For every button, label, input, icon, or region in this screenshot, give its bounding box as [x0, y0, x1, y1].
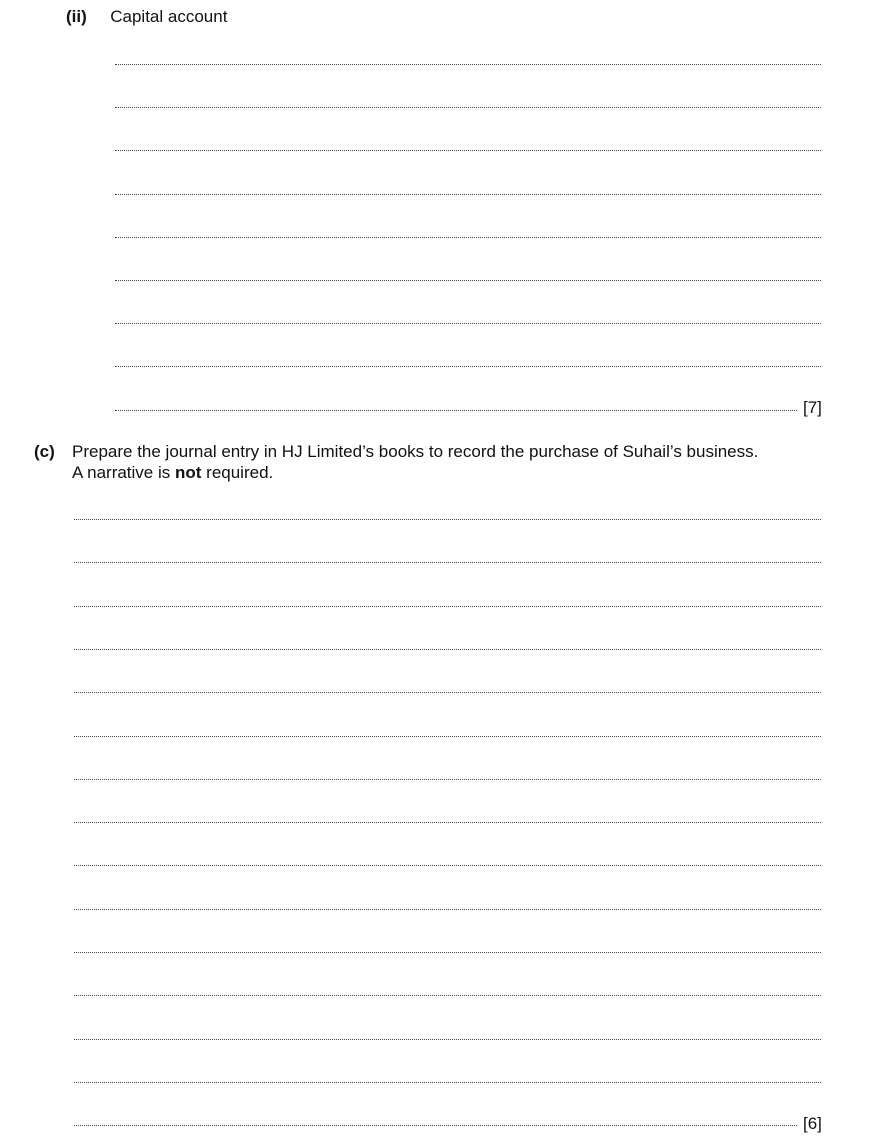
- answer-line[interactable]: [115, 107, 821, 108]
- part-c-question-line1: Prepare the journal entry in HJ Limited’s books to record the purchase of Suhail’s business.: [72, 442, 759, 461]
- answer-line[interactable]: [74, 865, 821, 866]
- part-c-marks: [6]: [803, 1114, 822, 1133]
- answer-line[interactable]: [115, 237, 821, 238]
- answer-line[interactable]: [74, 995, 821, 996]
- answer-line[interactable]: [74, 1125, 797, 1126]
- answer-line[interactable]: [74, 606, 821, 607]
- answer-line[interactable]: [115, 280, 821, 281]
- part-c-question-text-end: required.: [201, 463, 274, 482]
- answer-line[interactable]: [74, 649, 821, 650]
- part-c-label: (c): [34, 442, 55, 461]
- part-ii-marks: [7]: [803, 398, 822, 417]
- part-c-question-line2: [72, 462, 827, 483]
- part-ii-heading: [66, 7, 227, 27]
- part-ii-label: (ii): [66, 7, 87, 26]
- answer-line[interactable]: [115, 150, 821, 151]
- answer-line[interactable]: [115, 64, 821, 65]
- part-c-question: [72, 441, 827, 483]
- answer-line[interactable]: [74, 952, 821, 953]
- part-ii-title: Capital account: [110, 7, 228, 26]
- answer-line[interactable]: [115, 194, 821, 195]
- answer-line[interactable]: [74, 1082, 821, 1083]
- answer-line[interactable]: [74, 519, 821, 520]
- answer-line[interactable]: [74, 779, 821, 780]
- part-c-question-text: A narrative is: [72, 463, 175, 482]
- answer-line[interactable]: [115, 410, 797, 411]
- answer-line[interactable]: [74, 562, 821, 563]
- answer-line[interactable]: [74, 909, 821, 910]
- answer-line[interactable]: [74, 692, 821, 693]
- answer-line[interactable]: [74, 822, 821, 823]
- answer-line[interactable]: [115, 366, 821, 367]
- answer-line[interactable]: [74, 736, 821, 737]
- answer-line[interactable]: [74, 1039, 821, 1040]
- part-c-question-emphasis: not: [175, 463, 202, 482]
- answer-line[interactable]: [115, 323, 821, 324]
